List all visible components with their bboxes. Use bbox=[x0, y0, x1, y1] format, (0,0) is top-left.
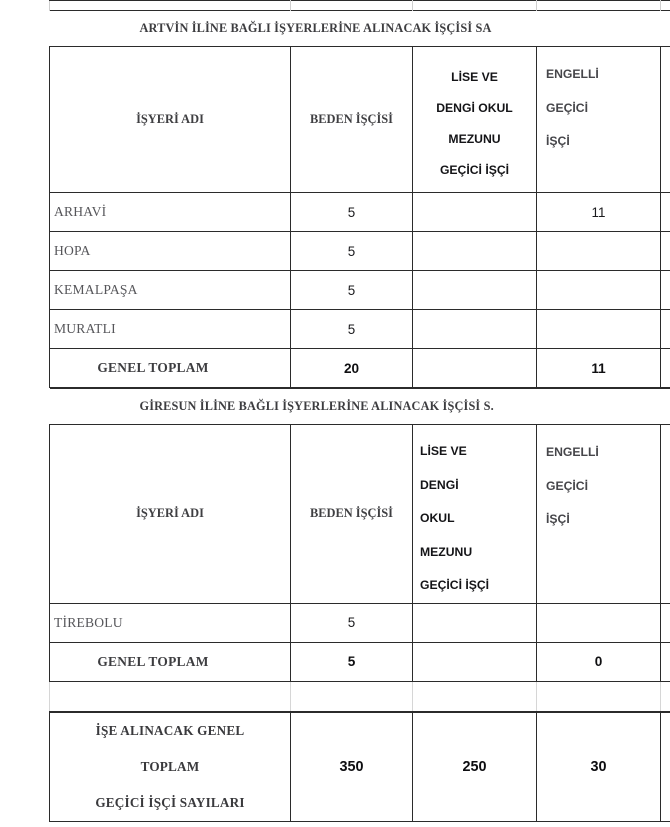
header-lise-mezunu bbox=[413, 425, 537, 604]
header-engelli-line-2: GEÇİCİ bbox=[546, 100, 588, 115]
header-engelli-line-2: GEÇİCİ bbox=[546, 478, 588, 493]
cell-overflow bbox=[661, 232, 670, 271]
total-lise bbox=[413, 642, 537, 681]
table-row bbox=[50, 193, 670, 232]
tables-sheet bbox=[49, 0, 670, 822]
cell-beden: 5 bbox=[291, 193, 413, 232]
header-engelli-line-3: İŞÇİ bbox=[546, 512, 570, 526]
cell-engelli: 11 bbox=[537, 193, 661, 232]
cell-lise bbox=[413, 193, 537, 232]
cell-lise bbox=[413, 232, 537, 271]
table-title-row-giresun bbox=[50, 389, 670, 425]
table-title-artvin: ARTVİN İLİNE BAĞLI İŞYERLERİNE ALINACAK İŞÇİSİ SA bbox=[50, 11, 670, 47]
header-beden-iscisi: BEDEN İŞÇİSİ bbox=[291, 425, 413, 604]
grand-total-label bbox=[50, 712, 291, 821]
header-engelli-isci bbox=[537, 425, 661, 604]
spacer-cell-lise bbox=[413, 681, 537, 711]
table-title-row-artvin bbox=[50, 11, 670, 47]
cell-overflow bbox=[661, 310, 670, 349]
total-beden: 5 bbox=[291, 642, 413, 681]
cell-isyeri-adi: TİREBOLU bbox=[50, 603, 291, 642]
cell-engelli bbox=[537, 310, 661, 349]
cell-engelli bbox=[537, 603, 661, 642]
partial-cell-overflow bbox=[661, 1, 670, 11]
header-lise-line-3: OKUL bbox=[420, 511, 455, 525]
header-lise-line-4: MEZUNU bbox=[420, 544, 473, 559]
header-isyeri-adi: İŞYERİ ADI bbox=[50, 425, 291, 604]
header-beden-iscisi: BEDEN İŞÇİSİ bbox=[291, 47, 413, 193]
header-engelli-line-3: İŞÇİ bbox=[546, 134, 570, 148]
total-label: GENEL TOPLAM bbox=[50, 642, 291, 681]
table-grand-total bbox=[49, 712, 670, 822]
spacer-cell-overflow bbox=[661, 681, 670, 711]
partial-cell-engelli bbox=[537, 1, 661, 11]
table-row bbox=[50, 310, 670, 349]
header-lise-line-2: DENGİ OKUL bbox=[436, 101, 513, 115]
cell-lise bbox=[413, 603, 537, 642]
header-isyeri-adi: İŞYERİ ADI bbox=[50, 47, 291, 193]
cell-isyeri-adi: ARHAVİ bbox=[50, 193, 291, 232]
cell-beden: 5 bbox=[291, 310, 413, 349]
header-lise-line-5: GEÇİCİ İŞÇİ bbox=[420, 578, 490, 592]
header-engelli-isci bbox=[537, 47, 661, 193]
partial-cell-name bbox=[50, 1, 291, 11]
cell-isyeri-adi: HOPA bbox=[50, 232, 291, 271]
table-row bbox=[50, 232, 670, 271]
total-engelli: 11 bbox=[537, 349, 661, 388]
partial-cell-beden bbox=[291, 1, 413, 11]
cell-engelli bbox=[537, 271, 661, 310]
table-title-giresun: GİRESUN İLİNE BAĞLI İŞYERLERİNE ALINACAK İŞÇİSİ S. bbox=[50, 389, 670, 425]
total-lise bbox=[413, 349, 537, 388]
spacer-row bbox=[50, 681, 670, 711]
header-lise-line-1: LİSE VE bbox=[420, 444, 467, 458]
cell-overflow bbox=[661, 193, 670, 232]
partial-cell-lise bbox=[413, 1, 537, 11]
grand-total-beden: 350 bbox=[291, 712, 413, 821]
cell-overflow bbox=[661, 271, 670, 310]
total-beden: 20 bbox=[291, 349, 413, 388]
grand-total-label-line-2: TOPLAM bbox=[140, 758, 200, 774]
cell-engelli bbox=[537, 232, 661, 271]
total-label: GENEL TOPLAM bbox=[50, 349, 291, 388]
total-engelli: 0 bbox=[537, 642, 661, 681]
cell-isyeri-adi: MURATLI bbox=[50, 310, 291, 349]
total-row-giresun bbox=[50, 642, 670, 681]
grand-total-lise: 250 bbox=[413, 712, 537, 821]
grand-total-label-line-3: GEÇİCİ İŞÇİ SAYILARI bbox=[95, 794, 245, 810]
table-row bbox=[50, 603, 670, 642]
spacer-cell-name bbox=[50, 681, 291, 711]
cell-beden: 5 bbox=[291, 603, 413, 642]
header-lise-line-3: MEZUNU bbox=[448, 132, 501, 146]
cell-lise bbox=[413, 271, 537, 310]
total-row-artvin bbox=[50, 349, 670, 388]
header-overflow bbox=[661, 425, 670, 604]
cell-lise bbox=[413, 310, 537, 349]
spacer-cell-beden bbox=[291, 681, 413, 711]
cell-overflow bbox=[661, 603, 670, 642]
cell-beden: 5 bbox=[291, 271, 413, 310]
table-artvin bbox=[49, 0, 670, 388]
grand-total-label-line-1: İŞE ALINACAK GENEL bbox=[95, 722, 245, 738]
header-engelli-line-1: ENGELLİ bbox=[546, 445, 599, 459]
grand-total-row bbox=[50, 712, 670, 821]
cell-isyeri-adi: KEMALPAŞA bbox=[50, 271, 291, 310]
header-engelli-line-1: ENGELLİ bbox=[546, 67, 599, 81]
grand-total-engelli: 30 bbox=[537, 712, 661, 821]
header-overflow bbox=[661, 47, 670, 193]
header-lise-mezunu bbox=[413, 47, 537, 193]
grand-total-overflow bbox=[661, 712, 670, 821]
header-lise-line-1: LİSE VE bbox=[451, 70, 498, 84]
header-row-artvin bbox=[50, 47, 670, 193]
header-lise-line-4: GEÇİCİ İŞÇİ bbox=[439, 163, 510, 177]
table-row bbox=[50, 271, 670, 310]
spacer-cell-engelli bbox=[537, 681, 661, 711]
header-row-giresun bbox=[50, 425, 670, 604]
total-overflow bbox=[661, 349, 670, 388]
table-giresun bbox=[49, 388, 670, 712]
table-top-partial-row bbox=[50, 1, 670, 11]
header-lise-line-2: DENGİ bbox=[420, 477, 459, 492]
total-overflow bbox=[661, 642, 670, 681]
cell-beden: 5 bbox=[291, 232, 413, 271]
